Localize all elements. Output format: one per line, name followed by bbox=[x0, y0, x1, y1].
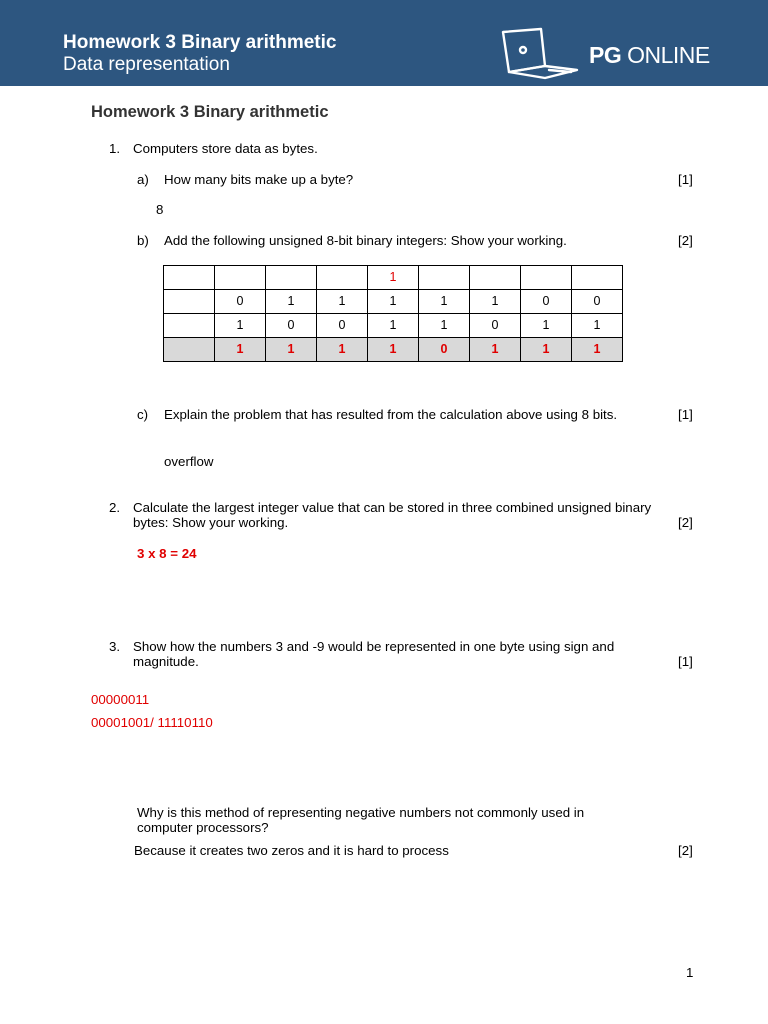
carry-row bbox=[164, 266, 623, 290]
table-cell: 1 bbox=[470, 338, 521, 362]
table-cell: 1 bbox=[317, 290, 368, 314]
q2-text-line1: Calculate the largest integer value that can be stored in three combined unsigned binary bbox=[133, 500, 652, 515]
table-cell bbox=[266, 266, 317, 290]
q2-number: 2. bbox=[109, 500, 121, 515]
laptop-icon bbox=[497, 26, 583, 80]
table-cell: 1 bbox=[572, 338, 623, 362]
addend-row-2 bbox=[164, 314, 623, 338]
table-cell: 0 bbox=[215, 290, 266, 314]
binary-addition-table bbox=[163, 265, 623, 362]
q2-text-line2: bytes: Show your working. bbox=[133, 515, 289, 530]
table-cell bbox=[470, 266, 521, 290]
q4-marks: [2] bbox=[678, 843, 693, 858]
table-cell: 1 bbox=[368, 314, 419, 338]
q3-answer-1: 00000011 bbox=[91, 692, 150, 707]
result-row bbox=[164, 338, 623, 362]
table-cell: 1 bbox=[317, 338, 368, 362]
q1a-text: How many bits make up a byte? bbox=[164, 172, 354, 187]
q4-text-line1: Why is this method of representing negative numbers not commonly used in bbox=[137, 805, 585, 820]
q1a-label: a) bbox=[137, 172, 149, 187]
table-cell: 1 bbox=[470, 290, 521, 314]
pg-online-logo bbox=[497, 26, 717, 80]
table-cell bbox=[164, 290, 215, 314]
q1-text: Computers store data as bytes. bbox=[133, 141, 318, 156]
page-number: 1 bbox=[686, 965, 694, 980]
table-cell bbox=[164, 266, 215, 290]
q1c-text: Explain the problem that has resulted from the calculation above using 8 bits. bbox=[164, 407, 618, 422]
q1-number: 1. bbox=[109, 141, 121, 156]
table-cell: 1 bbox=[215, 314, 266, 338]
q1b-marks: [2] bbox=[678, 233, 693, 248]
table-cell: 1 bbox=[368, 290, 419, 314]
q4-text-line2: computer processors? bbox=[137, 820, 269, 835]
table-cell bbox=[164, 314, 215, 338]
carry-cell: 1 bbox=[368, 266, 419, 290]
logo-wordmark: PG ONLINE bbox=[589, 42, 710, 68]
table-cell: 1 bbox=[572, 314, 623, 338]
table-cell: 1 bbox=[419, 314, 470, 338]
table-cell: 0 bbox=[419, 338, 470, 362]
q1a-marks: [1] bbox=[678, 172, 693, 187]
page-header bbox=[0, 0, 768, 86]
table-cell: 1 bbox=[521, 338, 572, 362]
header-subtitle: Data representation bbox=[63, 54, 230, 75]
q3-text-line1: Show how the numbers 3 and -9 would be represented in one byte using sign and bbox=[133, 639, 615, 654]
table-cell: 0 bbox=[470, 314, 521, 338]
table-cell: 1 bbox=[266, 290, 317, 314]
q1b-text: Add the following unsigned 8-bit binary integers: Show your working. bbox=[164, 233, 567, 248]
q2-marks: [2] bbox=[678, 515, 693, 530]
table-cell: 0 bbox=[521, 290, 572, 314]
addend-row-1 bbox=[164, 290, 623, 314]
table-cell: 1 bbox=[266, 338, 317, 362]
table-cell bbox=[572, 266, 623, 290]
q1b-label: b) bbox=[137, 233, 149, 248]
table-cell: 1 bbox=[521, 314, 572, 338]
table-cell bbox=[317, 266, 368, 290]
table-cell: 1 bbox=[368, 338, 419, 362]
q3-answer-2: 00001001/ 11110110 bbox=[91, 715, 213, 730]
table-cell: 0 bbox=[317, 314, 368, 338]
table-cell bbox=[521, 266, 572, 290]
table-cell: 0 bbox=[572, 290, 623, 314]
q1c-answer: overflow bbox=[164, 454, 214, 469]
q4-answer: Because it creates two zeros and it is hard to process bbox=[134, 843, 449, 858]
q3-number: 3. bbox=[109, 639, 121, 654]
table-cell: 0 bbox=[266, 314, 317, 338]
document-title: Homework 3 Binary arithmetic bbox=[91, 103, 329, 121]
q3-marks: [1] bbox=[678, 654, 693, 669]
q1c-label: c) bbox=[137, 407, 149, 422]
table-cell bbox=[164, 338, 215, 362]
header-title: Homework 3 Binary arithmetic bbox=[63, 32, 337, 53]
table-cell bbox=[215, 266, 266, 290]
q3-text-line2: magnitude. bbox=[133, 654, 199, 669]
q1c-marks: [1] bbox=[678, 407, 693, 422]
table-cell bbox=[419, 266, 470, 290]
q2-answer: 3 x 8 = 24 bbox=[137, 546, 197, 561]
table-cell: 1 bbox=[215, 338, 266, 362]
table-cell: 1 bbox=[419, 290, 470, 314]
q1a-answer: 8 bbox=[156, 202, 164, 217]
